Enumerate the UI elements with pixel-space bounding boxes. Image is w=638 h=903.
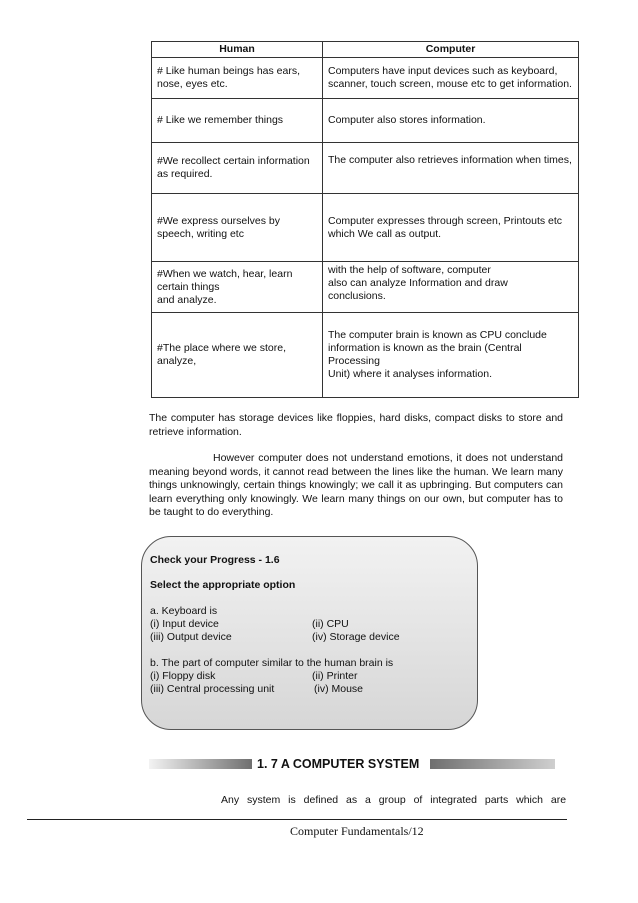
human-computer-comparison-table: [151, 41, 579, 398]
table-row: [152, 194, 579, 262]
question-b-option-4[interactable]: (iv) Mouse: [314, 683, 364, 695]
question-b: b. The part of computer similar to the human brain is: [150, 657, 394, 669]
computer-cell: Computers have input devices such as keyboard, scanner, touch screen, mouse etc to get information.: [323, 58, 579, 99]
question-b-option-2[interactable]: (ii) Printer: [312, 670, 358, 682]
progress-instruction: Select the appropriate option: [150, 579, 296, 591]
question-b-option-3[interactable]: (iii) Central processing unit: [150, 683, 275, 695]
computer-cell: Computer expresses through screen, Printouts etc which We call as output.: [323, 194, 579, 262]
computer-cell: Computer also stores information.: [323, 99, 579, 143]
table-row: [152, 262, 579, 313]
computer-cell: The computer also retrieves information when times,: [323, 143, 579, 194]
human-cell: # Like human beings has ears, nose, eyes etc.: [152, 58, 323, 99]
human-cell: #We recollect certain information as required.: [152, 143, 323, 194]
table-header-row: [152, 42, 579, 58]
section-intro-text: Any system is defined as a group of integrated parts which are: [221, 794, 567, 806]
table-row: [152, 58, 579, 99]
question-a: a. Keyboard is: [150, 605, 218, 617]
computer-cell: The computer brain is known as CPU conclude information is known as the brain (Central Processing Unit) where it analyses information.: [323, 313, 579, 398]
human-cell: #We express ourselves by speech, writing etc: [152, 194, 323, 262]
table-row: [152, 99, 579, 143]
question-b-option-1[interactable]: (i) Floppy disk: [150, 670, 216, 682]
table-row: [152, 313, 579, 398]
section-bar-left: [149, 759, 252, 769]
question-a-option-3[interactable]: (iii) Output device: [150, 631, 232, 643]
progress-title: Check your Progress - 1.6: [150, 554, 280, 566]
check-progress-box: [141, 536, 478, 730]
footer-divider: [27, 819, 567, 820]
human-cell: # Like we remember things: [152, 99, 323, 143]
storage-paragraph: The computer has storage devices like floppies, hard disks, compact disks to store and retrieve information.: [149, 412, 563, 438]
emotions-paragraph: However computer does not understand emotions, it does not understand meaning beyond words, it cannot read between the lines like the human. We learn many things unknowingly, certain things knowingly; we call it as upbringing. But computers can learn everything only knowingly. We learn many things on our own, but computer has to be taught to do everything.: [149, 452, 563, 518]
table-row: [152, 143, 579, 194]
human-cell: #When we watch, hear, learn certain things and analyze.: [152, 262, 323, 313]
section-bar-right: [430, 759, 555, 769]
human-cell: #The place where we store, analyze,: [152, 313, 323, 398]
computer-cell: with the help of software, computer also can analyze Information and draw conclusions.: [323, 262, 579, 313]
header-computer: Computer: [323, 42, 579, 58]
question-a-option-2[interactable]: (ii) CPU: [312, 618, 349, 630]
question-a-option-4[interactable]: (iv) Storage device: [312, 631, 400, 643]
footer-page-label: Computer Fundamentals/12: [290, 824, 424, 838]
section-title: 1. 7 A COMPUTER SYSTEM: [257, 757, 420, 771]
header-human: Human: [152, 42, 323, 58]
question-a-option-1[interactable]: (i) Input device: [150, 618, 219, 630]
